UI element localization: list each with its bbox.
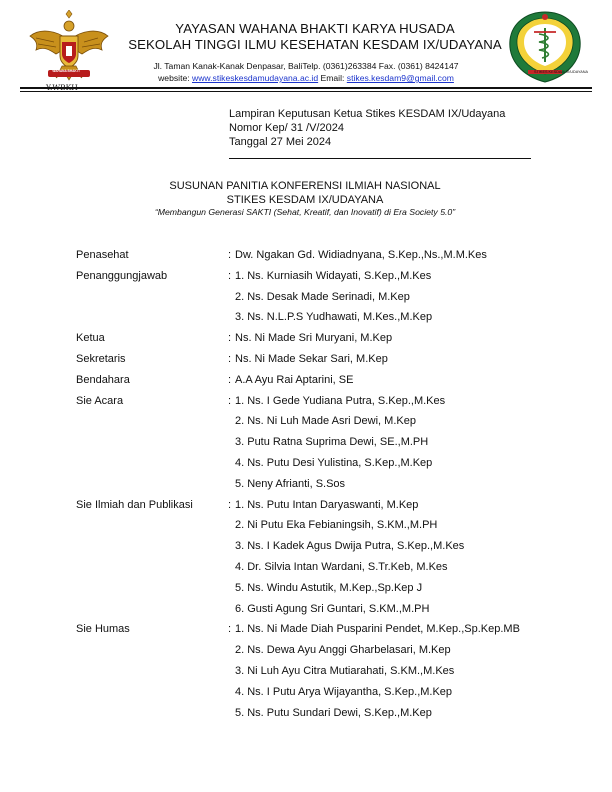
document-tagline: “Membangun Generasi SAKTI (Sehat, Kreatif, dan Inovatif) di Era Society 5.0” (154, 207, 456, 217)
member-name: 3. Ni Luh Ayu Citra Mutiarahati, S.KM.,M.Kes (235, 665, 455, 677)
member-name: Dw. Ngakan Gd. Widiadnyana, S.Kep.,Ns.,M.M.Kes (235, 249, 487, 261)
logo-ribbon-text: WAHANA BHAKTI (52, 69, 80, 73)
member-name: 3. Putu Ratna Suprima Dewi, SE.,M.PH (235, 436, 429, 449)
lampiran-title: Lampiran Keputusan Ketua Stikes KESDAM IX/Udayana (229, 108, 506, 120)
committee-row (76, 665, 576, 683)
colon: : (228, 498, 232, 511)
committee-row (76, 436, 576, 454)
lampiran-rule (229, 158, 531, 159)
role-label: Sekretaris (76, 353, 126, 365)
role-label: Sie Ilmiah dan Publikasi (76, 498, 193, 511)
member-name: 1. Ns. Kurniasih Widayati, S.Kep.,M.Kes (235, 269, 432, 282)
lampiran-date: Tanggal 27 Mei 2024 (229, 136, 332, 148)
committee-row (76, 457, 576, 475)
member-name: 6. Gusti Agung Sri Guntari, S.KM.,M.PH (235, 602, 430, 615)
member-name: Ns. Ni Made Sekar Sari, M.Kep (235, 353, 388, 365)
role-label: Penasehat (76, 249, 129, 261)
committee-row (76, 270, 576, 288)
committee-row (76, 478, 576, 496)
committee-row (76, 561, 576, 579)
committee-row (76, 291, 576, 309)
header-rule-thick (20, 87, 592, 89)
member-name: A.A Ayu Rai Aptarini, SE (235, 373, 354, 386)
header-rule-thin (20, 91, 592, 92)
member-name: 2. Ns. Ni Luh Made Asri Dewi, M.Kep (235, 415, 416, 428)
stikes-logo-text: STIKES KESDAM IX/UDAYANA (534, 70, 589, 74)
member-name: Ns. Ni Made Sri Muryani, M.Kep (235, 332, 393, 345)
member-name: 2. Ns. Desak Made Serinadi, M.Kep (235, 290, 410, 303)
committee-row (76, 249, 576, 267)
member-name: 5. Ns. Putu Sundari Dewi, S.Kep.,M.Kep (235, 706, 432, 719)
role-label: Bendahara (76, 373, 130, 386)
member-name: 4. Ns. Putu Desi Yulistina, S.Kep.,M.Kep (235, 457, 433, 469)
member-name: 1. Ns. Putu Intan Daryaswanti, M.Kep (235, 498, 419, 511)
committee-row (76, 353, 576, 371)
committee-row (76, 603, 576, 621)
committee-row (76, 332, 576, 350)
foundation-name: YAYASAN WAHANA BHAKTI KARYA HUSADA (175, 21, 455, 36)
document-title: SUSUNAN PANITIA KONFERENSI ILMIAH NASIONAL (169, 180, 441, 192)
member-name: 3. Ns. I Kadek Agus Dwija Putra, S.Kep.,M.Kes (235, 540, 465, 553)
colon: : (228, 332, 232, 345)
committee-row (76, 686, 576, 704)
committee-row (76, 582, 576, 600)
role-label: Sie Humas (76, 623, 130, 636)
committee-row (76, 519, 576, 537)
committee-row (76, 623, 576, 641)
role-label: Penanggungjawab (76, 269, 168, 282)
member-name: 3. Ns. N.L.P.S Yudhawati, M.Kes.,M.Kep (235, 311, 433, 324)
contact-line (116, 73, 496, 83)
member-name: 1. Ns. I Gede Yudiana Putra, S.Kep.,M.Kes (235, 394, 446, 407)
member-name: 1. Ns. Ni Made Diah Pusparini Pendet, M.Kep.,Sp.Kep.MB (235, 623, 520, 636)
committee-row (76, 540, 576, 558)
colon: : (228, 269, 232, 282)
member-name: 2. Ni Putu Eka Febianingsih, S.KM.,M.PH (235, 519, 438, 532)
website-label: website: (158, 73, 190, 83)
committee-row (76, 374, 576, 392)
committee-row (76, 707, 576, 725)
role-label: Sie Acara (76, 394, 124, 407)
member-name: 4. Dr. Silvia Intan Wardani, S.Tr.Keb, M.Kes (235, 561, 448, 573)
member-name: 2. Ns. Dewa Ayu Anggi Gharbelasari, M.Kep (235, 644, 451, 657)
logo-caption: Y.WBKH (46, 83, 78, 92)
committee-row (76, 395, 576, 413)
school-address: Jl. Taman Kanak-Kanak Denpasar, BaliTelp. (0361)263384 Fax. (0361) 8424147 (153, 61, 459, 71)
website-link[interactable]: www.stikeskesdamudayana.ac.id (192, 73, 319, 83)
committee-row (76, 415, 576, 433)
lampiran-number: Nomor Kep/ 31 /V/2024 (229, 122, 344, 134)
school-name: SEKOLAH TINGGI ILMU KESEHATAN KESDAM IX/UDAYANA (128, 37, 502, 52)
colon: : (228, 623, 232, 636)
colon: : (228, 373, 232, 386)
member-name: 4. Ns. I Putu Arya Wijayantha, S.Kep.,M.Kep (235, 685, 453, 698)
colon: : (228, 353, 232, 365)
document-subtitle: STIKES KESDAM IX/UDAYANA (226, 194, 384, 206)
member-name: 5. Ns. Windu Astutik, M.Kep.,Sp.Kep J (235, 581, 423, 594)
member-name: 5. Neny Afrianti, S.Sos (235, 477, 346, 490)
email-link[interactable]: stikes.kesdam9@gmail.com (346, 73, 454, 83)
committee-row (76, 311, 576, 329)
email-label: Email: (320, 73, 345, 83)
colon: : (228, 394, 232, 407)
role-label: Ketua (76, 332, 105, 345)
ywbkh-garuda-logo (26, 10, 112, 86)
committee-row (76, 499, 576, 517)
committee-row (76, 644, 576, 662)
colon: : (228, 249, 232, 261)
